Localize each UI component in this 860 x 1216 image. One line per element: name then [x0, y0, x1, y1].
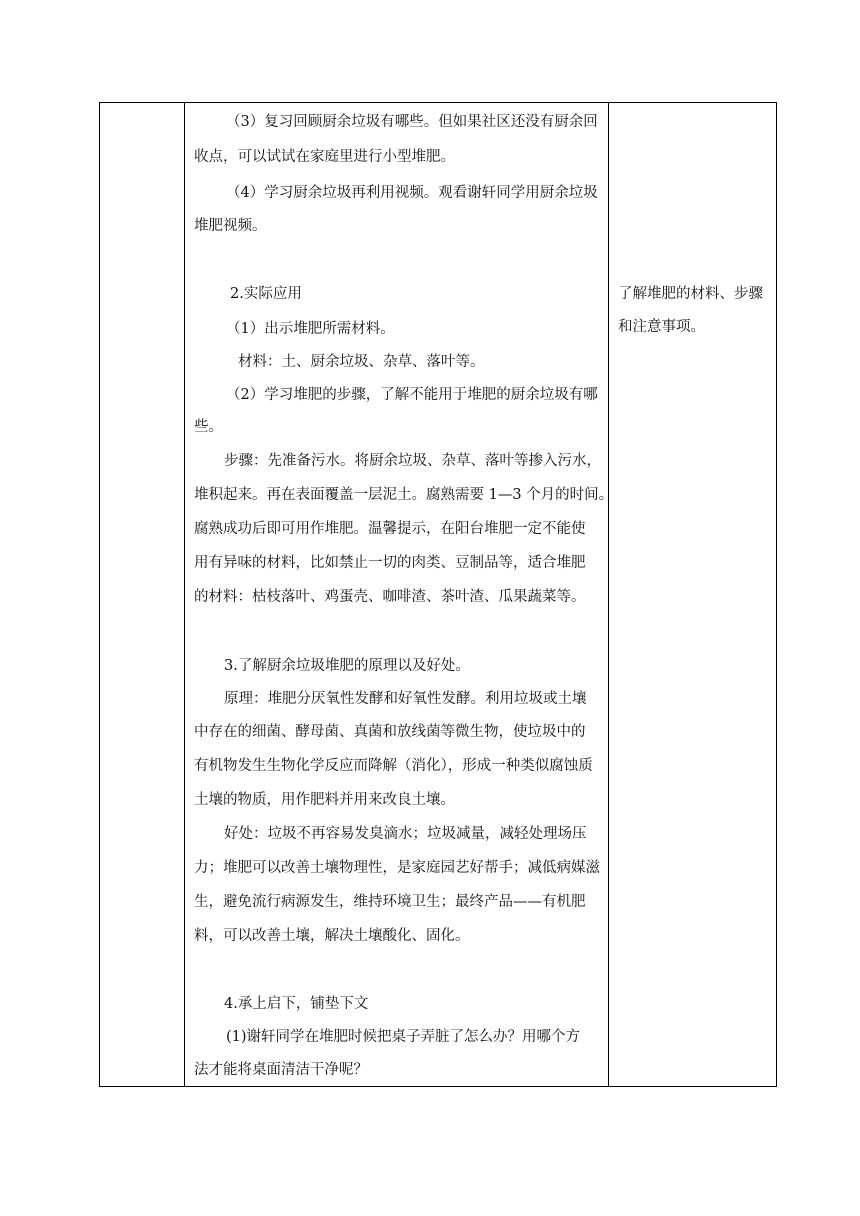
text-line: 法才能将桌面清洁干净呢？: [194, 1062, 368, 1078]
text-line: 的材料：枯枝落叶、鸡蛋壳、咖啡渣、茶叶渣、瓜果蔬菜等。: [194, 589, 586, 605]
text-line: 用有异味的材料，比如禁止一切的肉类、豆制品等，适合堆肥: [194, 555, 586, 571]
text-line: 力；堆肥可以改善土壤物理性，是家庭园艺好帮手；减低病媒滋: [194, 860, 600, 876]
text-line: (1)谢轩同学在堆肥时候把桌子弄脏了怎么办？用哪个方: [226, 1029, 581, 1045]
section-heading: 3.了解厨余垃圾堆肥的原理以及好处。: [224, 658, 470, 674]
text-line: （3）复习回顾厨余垃圾有哪些。但如果社区还没有厨余回: [226, 114, 598, 130]
text-line: （1）出示堆肥所需材料。: [226, 321, 395, 337]
text-line: 步骤：先准备污水。将厨余垃圾、杂草、落叶等掺入污水，: [224, 453, 601, 469]
text-line: （4）学习厨余垃圾再利用视频。观看谢轩同学用厨余垃圾: [226, 185, 598, 201]
intent-cell: [609, 103, 777, 1087]
left-cell: [100, 103, 185, 1087]
text-line: 堆积起来。再在表面覆盖一层泥土。腐熟需要 1—3 个月的时间。: [194, 487, 614, 503]
text-line: 土壤的物质，用作肥料并用来改良土壤。: [194, 792, 455, 808]
intent-line: 了解堆肥的材料、步骤: [618, 286, 763, 302]
text-line: 料，可以改善土壤，解决土壤酸化、固化。: [194, 928, 470, 944]
text-line: 腐熟成功后即可用作堆肥。温馨提示，在阳台堆肥一定不能使: [194, 521, 586, 537]
lesson-table: [99, 102, 777, 1087]
text-line: （2）学习堆肥的步骤，了解不能用于堆肥的厨余垃圾有哪: [226, 387, 598, 403]
content-cell: [185, 103, 614, 1087]
text-line: 中存在的细菌、酵母菌、真菌和放线菌等微生物，使垃圾中的: [194, 724, 586, 740]
table-row: [100, 103, 777, 1087]
intent-line: 和注意事项。: [618, 319, 705, 335]
text-line: 材料：土、厨余垃圾、杂草、落叶等。: [238, 354, 485, 370]
text-line: 生，避免流行病源发生，维持环境卫生；最终产品——有机肥: [194, 894, 586, 910]
text-line: 收点，可以试试在家庭里进行小型堆肥。: [194, 149, 455, 165]
text-line: 好处：垃圾不再容易发臭滴水；垃圾减量，减轻处理场压: [224, 826, 587, 842]
section-heading: 2.实际应用: [230, 286, 302, 302]
section-heading: 4.承上启下，铺垫下文: [224, 996, 369, 1012]
text-line: 原理：堆肥分厌氧性发酵和好氧性发酵。利用垃圾或土壤: [224, 691, 587, 707]
text-line: 些。: [194, 419, 223, 435]
text-line: 堆肥视频。: [194, 218, 267, 234]
text-line: 有机物发生生物化学反应而降解（消化），形成一种类似腐蚀质: [194, 758, 593, 774]
